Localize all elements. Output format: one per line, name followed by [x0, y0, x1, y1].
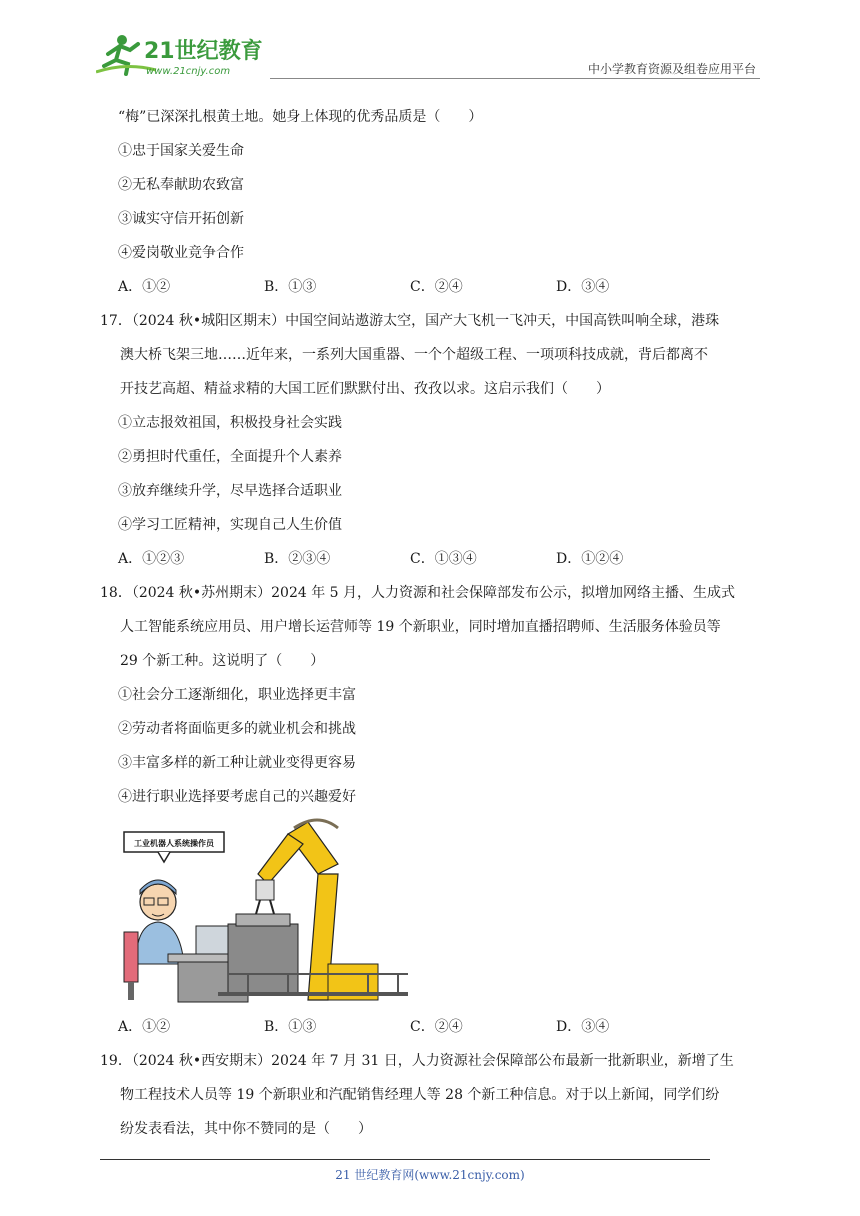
q17-stem-line: 澳大桥飞架三地……近年来，一系列大国重器、一个个超级工程、一项项科技成就，背后都离不: [120, 347, 708, 363]
option-a[interactable]: A．①②: [118, 1019, 171, 1035]
illustration-caption: 工业机器人系统操作员: [134, 839, 214, 848]
option-c[interactable]: C．①③④: [410, 551, 477, 567]
platform-name: 中小学教育资源及组卷应用平台: [587, 62, 756, 76]
option-a[interactable]: A．①②: [118, 279, 171, 295]
site-logo: [96, 32, 266, 78]
footer-divider: [100, 1159, 710, 1160]
option-c[interactable]: C．②④: [410, 279, 463, 295]
q19-stem-line: 物工程技术人员等 19 个新职业和汽配销售经理人等 28 个新工种信息。对于以上新闻，同学们纷: [120, 1087, 720, 1103]
q16-item: ③诚实守信开拓创新: [118, 211, 244, 227]
option-b[interactable]: B．①③: [264, 279, 317, 295]
svg-text:www.21cnjy.com: www.21cnjy.com: [146, 66, 231, 77]
option-d[interactable]: D．③④: [556, 1019, 610, 1035]
q17-item: ③放弃继续升学，尽早选择合适职业: [118, 483, 342, 499]
q16-item: ②无私奉献助农致富: [118, 177, 244, 193]
q17-item: ④学习工匠精神，实现自己人生价值: [118, 517, 342, 533]
q16-stem: “梅”已深深扎根黄土地。她身上体现的优秀品质是（ ）: [118, 109, 483, 125]
q18-item: ③丰富多样的新工种让就业变得更容易: [118, 755, 356, 771]
q18-stem-line: 18．（2024 秋•苏州期末）2024 年 5 月，人力资源和社会保障部发布公示，拟增加网络主播、生成式: [100, 585, 736, 601]
option-b[interactable]: B．①③: [264, 1019, 317, 1035]
question-content: [100, 100, 764, 1146]
illustration-image: [118, 814, 408, 1006]
q18-stem-line: 29 个新工种。这说明了（ ）: [120, 653, 325, 669]
q18-stem-line: 人工智能系统应用员、用户增长运营师等 19 个新职业，同时增加直播招聘师、生活服务体验员等: [120, 619, 721, 635]
q17-options: [100, 542, 764, 576]
header-divider: [270, 78, 760, 79]
svg-text:21世纪教育: 21世纪教育: [144, 39, 263, 64]
q16-options: [100, 270, 764, 304]
option-c[interactable]: C．②④: [410, 1019, 463, 1035]
q18-options: [100, 1010, 764, 1044]
option-a[interactable]: A．①②③: [118, 551, 185, 567]
page-header: [0, 0, 860, 90]
q18-item: ②劳动者将面临更多的就业机会和挑战: [118, 721, 356, 737]
q16-item: ④爱岗敬业竞争合作: [118, 245, 244, 261]
q17-stem-line: 17．（2024 秋•城阳区期末）中国空间站遨游太空，国产大飞机一飞冲天，中国高铁叫响全球，港珠: [100, 313, 720, 329]
q17-item: ①立志报效祖国，积极投身社会实践: [118, 415, 342, 431]
q17-item: ②勇担时代重任，全面提升个人素养: [118, 449, 342, 465]
q19-stem-line: 纷发表看法，其中你不赞同的是（ ）: [120, 1121, 372, 1137]
q18-item: ①社会分工逐渐细化，职业选择更丰富: [118, 687, 356, 703]
q18-item: ④进行职业选择要考虑自己的兴趣爱好: [118, 789, 356, 805]
q17-stem-line: 开技艺高超、精益求精的大国工匠们默默付出、孜孜以求。这启示我们（ ）: [120, 381, 610, 397]
option-d[interactable]: D．①②④: [556, 551, 624, 567]
option-d[interactable]: D．③④: [556, 279, 610, 295]
option-b[interactable]: B．②③④: [264, 551, 331, 567]
q19-stem-line: 19．（2024 秋•西安期末）2024 年 7 月 31 日，人力资源社会保障部公布最新一批新职业，新增了生: [100, 1053, 734, 1069]
page-footer: 21 世纪教育网(www.21cnjy.com): [335, 1168, 525, 1182]
robot-operator-illustration: [100, 814, 764, 1010]
q16-item: ①忠于国家关爱生命: [118, 143, 244, 159]
